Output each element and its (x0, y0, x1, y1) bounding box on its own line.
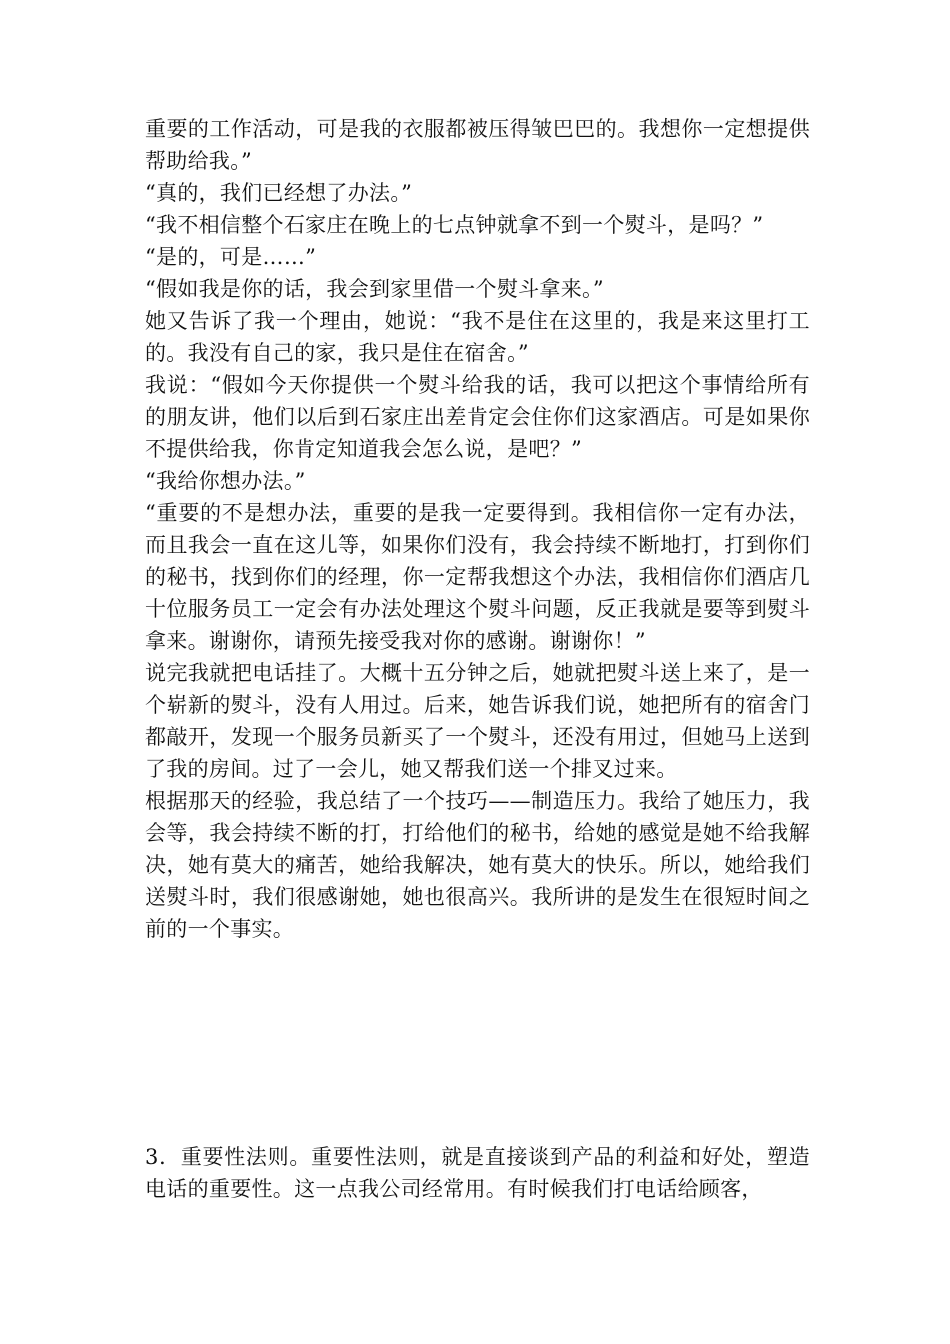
paragraph-3: “我不相信整个石家庄在晚上的七点钟就拿不到一个熨斗，是吗？” (145, 213, 764, 237)
paragraph-2: “真的，我们已经想了办法。” (145, 181, 413, 205)
paragraph-9: “重要的不是想办法，重要的是我一定要得到。我相信你一定有办法，而且我会一直在这儿等，如果你们没有，我会持续不断地打，打到你们的秘书，找到你们的经理，你一定帮我想这个办法，我相信你们酒店几十位服务员工一定会有办法处理这个熨斗问题，反正我就是要等到熨斗拿来。谢谢你，请预先接受我对你的感谢。谢谢你！” (145, 501, 810, 653)
paragraph-6: 她又告诉了我一个理由，她说：“我不是住在这里的，我是来这里打工的。我没有自己的家，我只是住在宿舍。” (145, 309, 810, 365)
paragraph-10: 说完我就把电话挂了。大概十五分钟之后，她就把熨斗送上来了，是一个崭新的熨斗，没有人用过。后来，她告诉我们说，她把所有的宿舍门都敲开，发现一个服务员新买了一个熨斗，还没有用过，但她马上送到了我的房间。过了一会儿，她又帮我们送一个排叉过来。 (145, 661, 810, 781)
paragraph-4: “是的，可是……” (145, 245, 317, 269)
paragraph-12: 3．重要性法则。重要性法则，就是直接谈到产品的利益和好处，塑造电话的重要性。这一点我公司经常用。有时候我们打电话给顾客， (145, 1145, 810, 1201)
paragraph-5: “假如我是你的话，我会到家里借一个熨斗拿来。” (145, 277, 604, 301)
paragraph-7: 我说：“假如今天你提供一个熨斗给我的话，我可以把这个事情给所有的朋友讲，他们以后到石家庄出差肯定会住你们这家酒店。可是如果你不提供给我，你肯定知道我会怎么说，是吧？” (145, 373, 810, 461)
body-text-section-3 (145, 1141, 810, 1205)
paragraph-1: 重要的工作活动，可是我的衣服都被压得皱巴巴的。我想你一定想提供帮助给我。” (145, 117, 810, 173)
paragraph-11: 根据那天的经验，我总结了一个技巧——制造压力。我给了她压力，我会等，我会持续不断的打，打给他们的秘书，给她的感觉是她不给我解决，她有莫大的痛苦，她给我解决，她有莫大的快乐。所以，她给我们送熨斗时，我们很感谢她，她也很高兴。我所讲的是发生在很短时间之前的一个事实。 (145, 789, 810, 941)
body-text-main (145, 113, 810, 945)
paragraph-8: “我给你想办法。” (145, 469, 306, 493)
